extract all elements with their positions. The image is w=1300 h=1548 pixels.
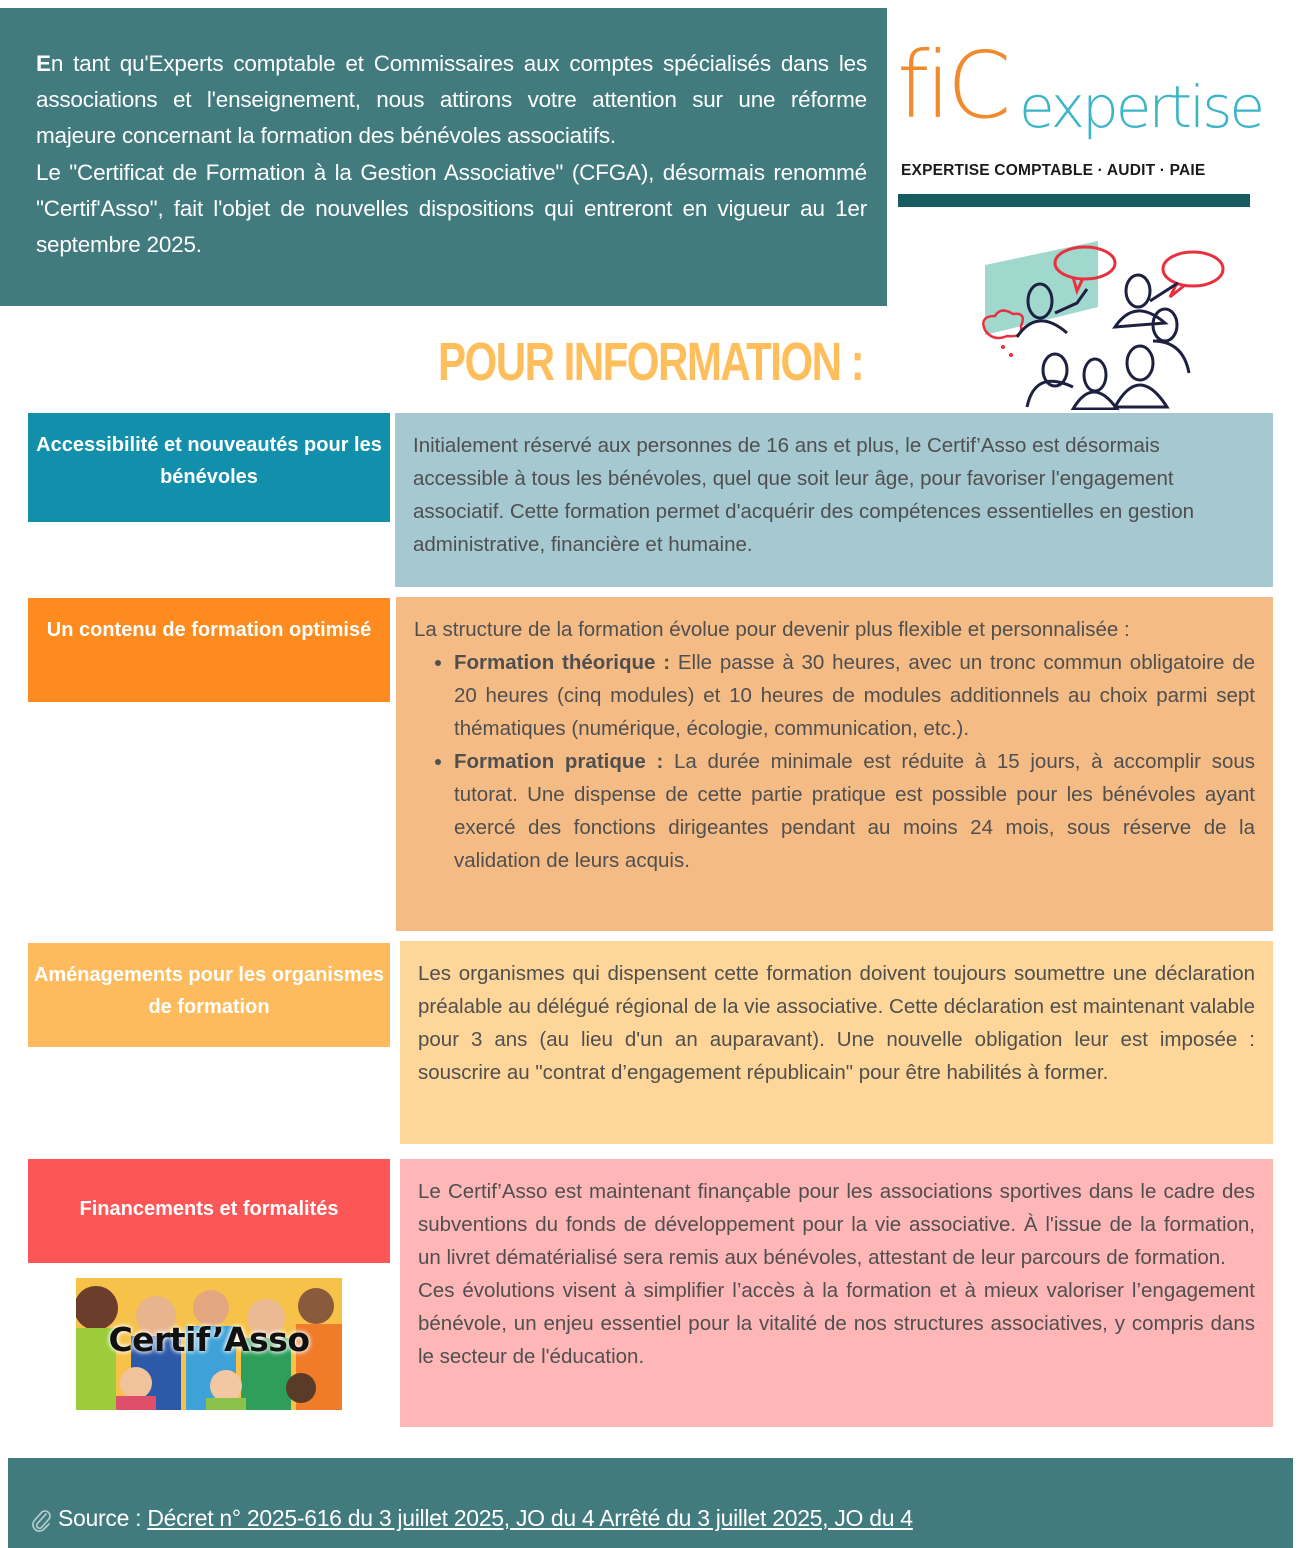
section-label-contenu: Un contenu de formation optimisé — [28, 598, 390, 702]
intro-first-letter: E — [36, 51, 51, 76]
bullet-title: Formation théorique : — [454, 651, 671, 674]
source-link[interactable]: Décret n° 2025-616 du 3 juillet 2025, JO du 4 Arrêté du 3 juillet 2025, JO du 4 — [147, 1505, 913, 1531]
certif-asso-caption: Certif’Asso — [108, 1320, 310, 1359]
discussion-illustration-icon — [955, 235, 1235, 410]
section-content-contenu — [396, 597, 1273, 931]
list-item — [454, 745, 1255, 877]
company-logo — [897, 32, 1263, 210]
section-content-amenagements — [400, 941, 1273, 1144]
intro-paragraph-1-text: n tant qu'Experts comptable et Commissaires aux comptes spécialisés dans les associations et l'enseignement, nous attirons votre attention sur une réforme majeure concernant la formation des bénévoles associatifs. — [36, 51, 867, 149]
bullet-text: La durée minimale est réduite à 15 jours, à accomplir sous tutorat. Une dispense de cette partie pratique est possible pour les bénévoles ayant exercé des fonctions dirigeantes pendant au moins 24 mois, sous réserve de la validation de leurs acquis. — [454, 750, 1255, 872]
logo-tagline: EXPERTISE COMPTABLE · AUDIT · PAIE — [901, 162, 1206, 179]
source-label: Source : — [58, 1505, 148, 1531]
section-content-financements — [400, 1159, 1273, 1427]
section-label-amenagements: Aménagements pour les organismes de formation — [28, 943, 390, 1047]
section-heading: POUR INFORMATION : — [438, 332, 864, 392]
section-content-accessibilite — [395, 413, 1273, 587]
section-paragraph-2: Ces évolutions visent à simplifier l’accès à la formation et à mieux valoriser l’engagement bénévole, un enjeu essentiel pour la vitalité de nos structures associatives, y compris dans le secteur de l'éducation. — [418, 1279, 1255, 1368]
section-label-financements: Financements et formalités — [28, 1159, 390, 1263]
list-item — [454, 646, 1255, 745]
logo-brand-fic: fiC — [897, 32, 1008, 139]
source-line — [30, 1502, 913, 1534]
section-paragraph-1: Le Certif’Asso est maintenant finançable pour les associations sportives dans le cadre des subventions du fonds de développement pour la vie associative. À l'issue de la formation, un livret dématérialisé sera remis aux bénévoles, attestant de leur parcours de formation. — [418, 1180, 1255, 1269]
section-label-accessibilite: Accessibilité et nouveautés pour les bénévoles — [28, 413, 390, 522]
bullet-list — [414, 646, 1255, 877]
footer-source — [8, 1458, 1293, 1548]
logo-underline-bar — [898, 194, 1250, 207]
paperclip-icon — [30, 1508, 52, 1532]
intro-paragraph-1 — [36, 46, 867, 155]
intro-banner — [0, 8, 887, 306]
certif-asso-image — [76, 1278, 342, 1410]
intro-paragraph-2: Le "Certificat de Formation à la Gestion Associative" (CFGA), désormais renommé "Certif'Asso", fait l'objet de nouvelles dispositions qui entreront en vigueur au 1er septembre 2025. — [36, 159, 867, 258]
logo-brand-expertise: expertise — [1019, 73, 1263, 141]
section-intro: La structure de la formation évolue pour devenir plus flexible et personnalisée : — [414, 618, 1130, 641]
bullet-text: Elle passe à 30 heures, avec un tronc commun obligatoire de 20 heures (cinq modules) et 10 heures de modules additionnels au choix parmi sept thématiques (numérique, écologie, communication, etc.). — [454, 651, 1255, 740]
bullet-title: Formation pratique : — [454, 750, 664, 773]
section-text: Initialement réservé aux personnes de 16 ans et plus, le Certif’Asso est désormais accessible à tous les bénévoles, quel que soit leur âge, pour favoriser l'engagement associatif. Cette formation permet d'acquérir des compétences essentielles en gestion administrative, financière et humaine. — [413, 434, 1195, 556]
section-text: Les organismes qui dispensent cette formation doivent toujours soumettre une déclaration préalable au délégué régional de la vie associative. Cette déclaration est maintenant valable pour 3 ans (au lieu d'un an auparavant). Une nouvelle obligation leur est imposée : souscrire au "contrat d’engagement républicain" pour être habilités à former. — [418, 962, 1255, 1084]
